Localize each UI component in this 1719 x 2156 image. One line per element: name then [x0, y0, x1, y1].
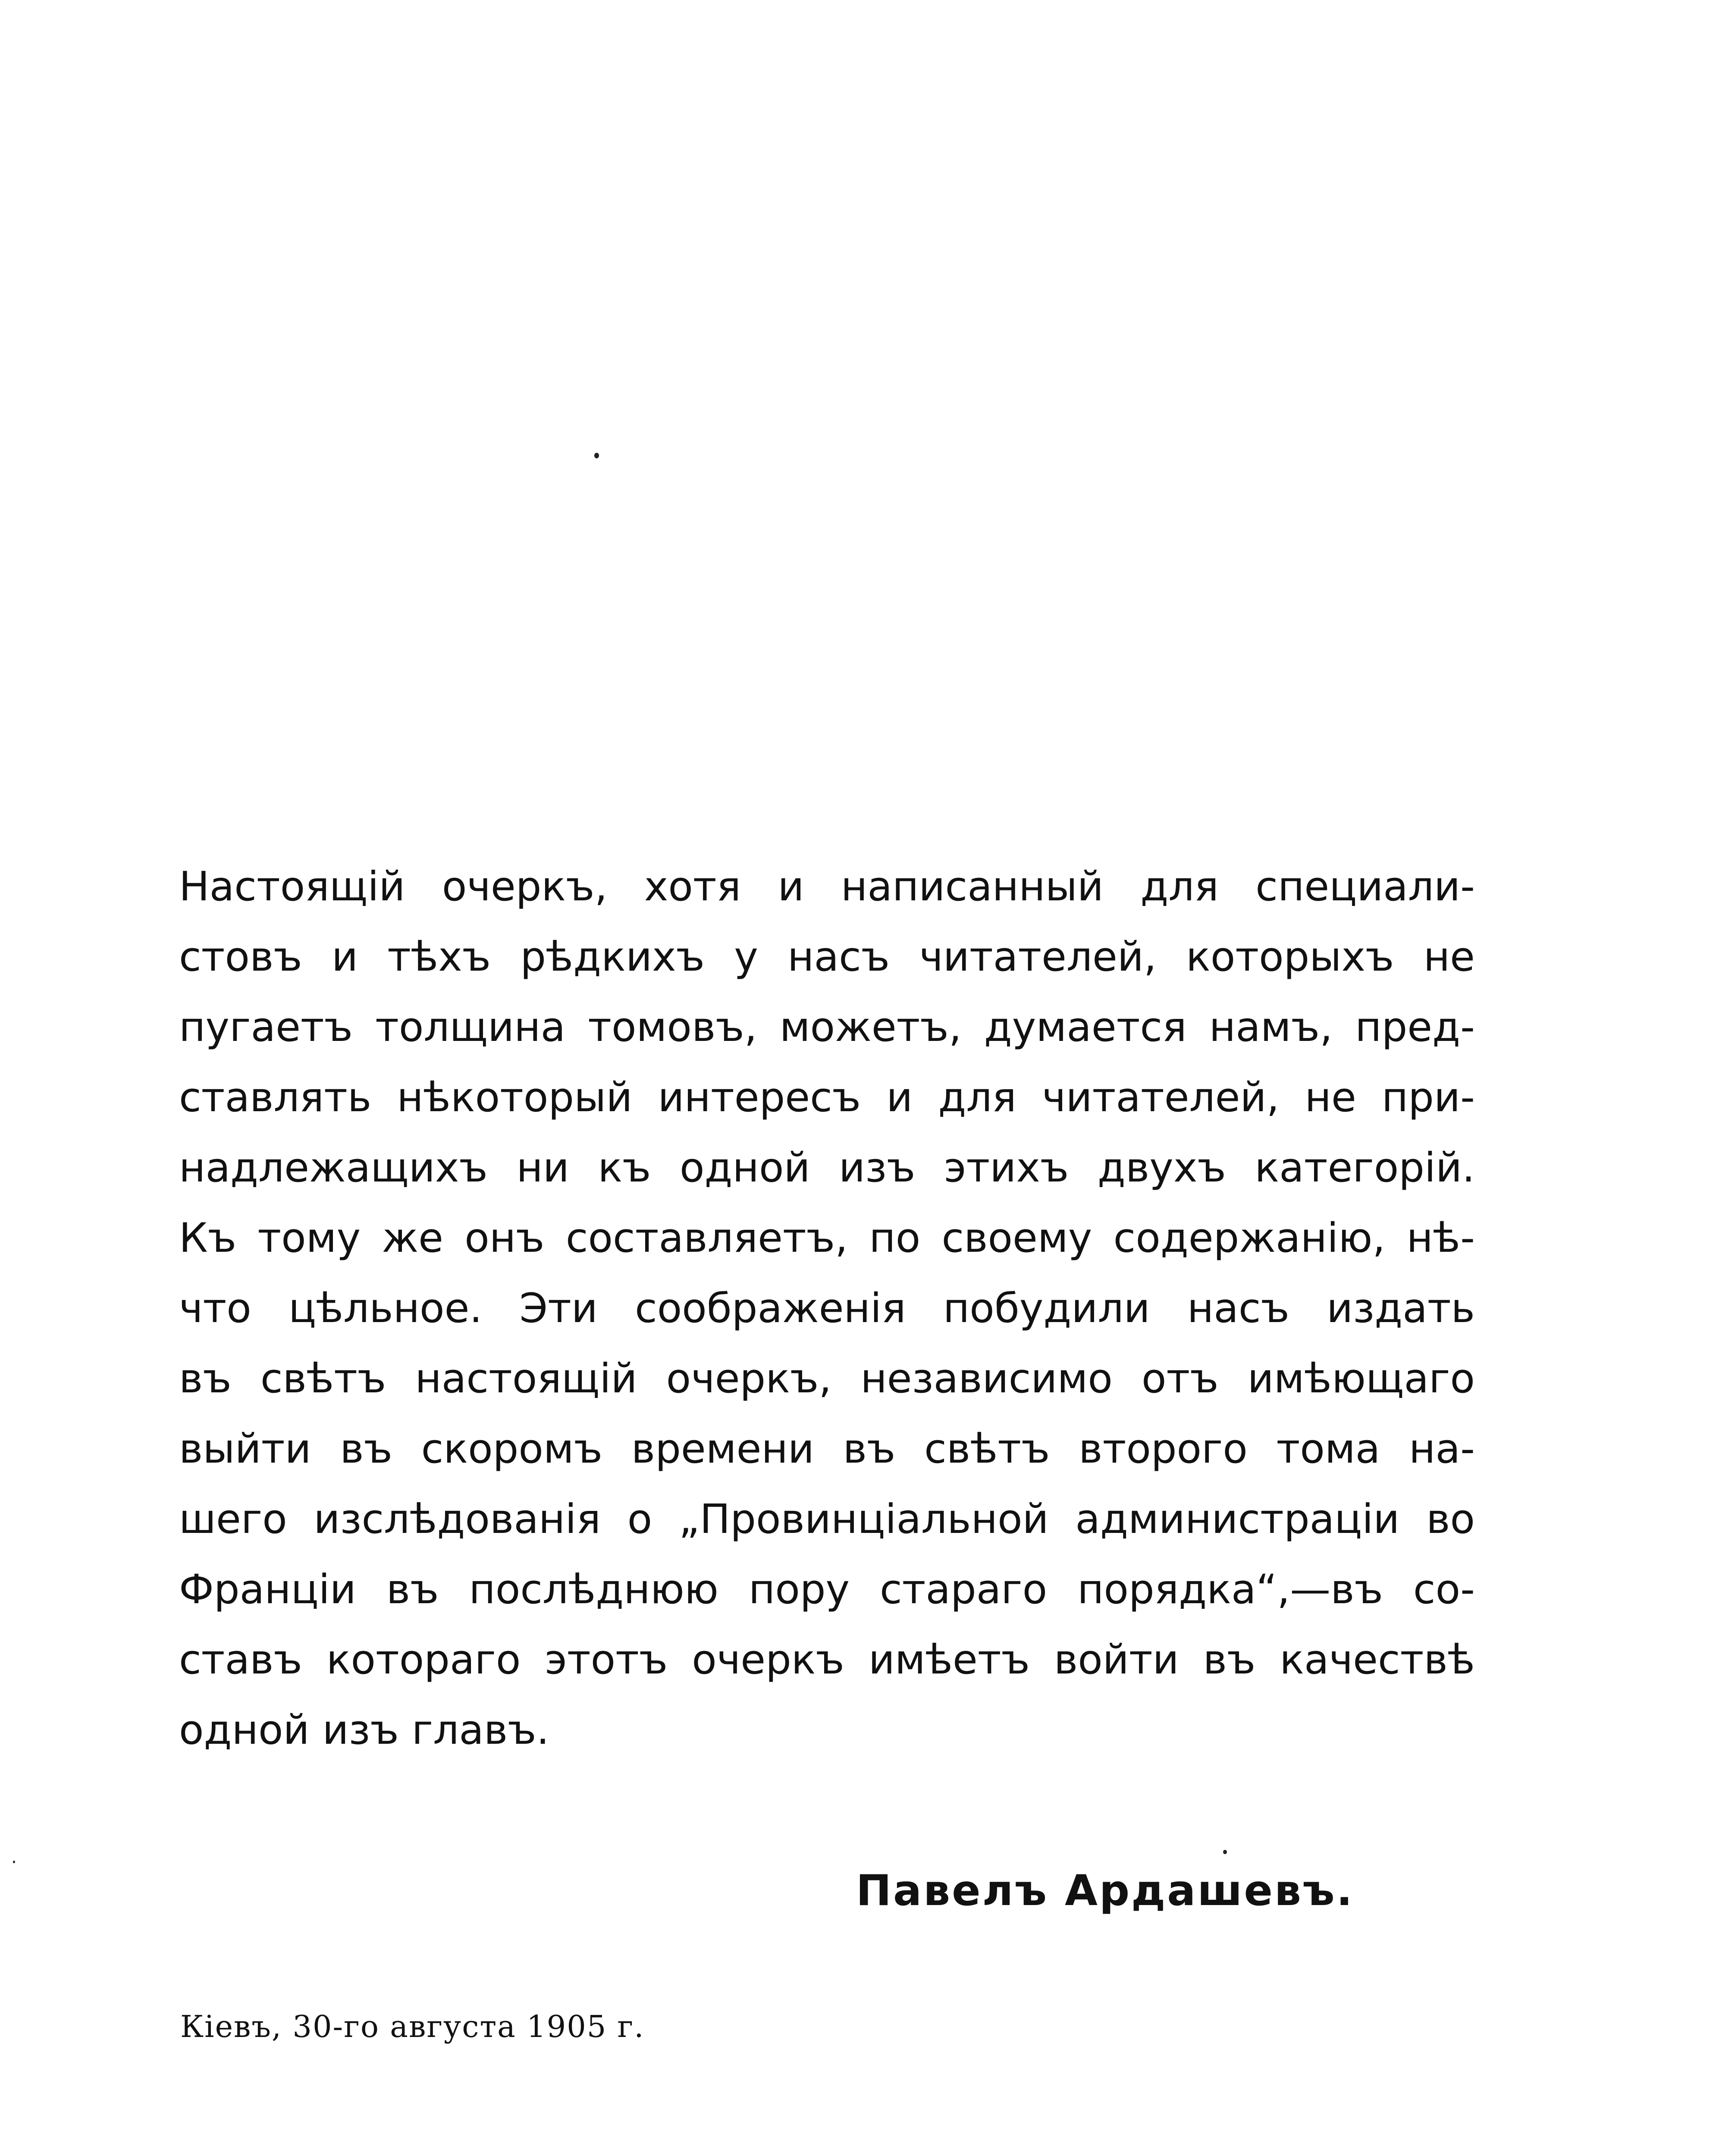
preface-line: надлежащихъ ни къ одной изъ этихъ двухъ категорій. [179, 1144, 1475, 1191]
preface-line: Къ тому же онъ составляетъ, по своему содержанію, нѣ- [179, 1215, 1475, 1262]
author-signature: Павелъ Ардашевъ. [856, 1866, 1354, 1915]
preface-line: Настоящій очеркъ, хотя и написанный для специали- [179, 863, 1475, 910]
print-speck [13, 1861, 15, 1863]
preface-line: ставлять нѣкоторый интересъ и для читателей, не при- [179, 1074, 1475, 1121]
preface-line: стовъ и тѣхъ рѣдкихъ у насъ читателей, которыхъ не [179, 934, 1475, 981]
preface-line: что цѣльное. Эти соображенія побудили насъ издать [179, 1285, 1475, 1332]
preface-line: шего изслѣдованія о „Провинціальной администраціи во [179, 1496, 1475, 1543]
preface-line: ставъ котораго этотъ очеркъ имѣетъ войти въ качествѣ [179, 1636, 1475, 1683]
preface-paragraph [179, 852, 1475, 1765]
preface-line: выйти въ скоромъ времени въ свѣтъ второго тома на- [179, 1426, 1475, 1473]
print-speck [594, 453, 599, 458]
preface-line: одной изъ главъ. [179, 1707, 549, 1754]
preface-line: Франціи въ послѣднюю пору стараго порядка“,—въ со- [179, 1566, 1475, 1613]
place-and-date: Кіевъ, 30-го августа 1905 г. [180, 2009, 645, 2044]
preface-line: пугаетъ толщина томовъ, можетъ, думается намъ, пред- [179, 1004, 1475, 1051]
preface-line: въ свѣтъ настоящій очеркъ, независимо отъ имѣющаго [179, 1355, 1475, 1402]
print-speck [1223, 1850, 1227, 1854]
